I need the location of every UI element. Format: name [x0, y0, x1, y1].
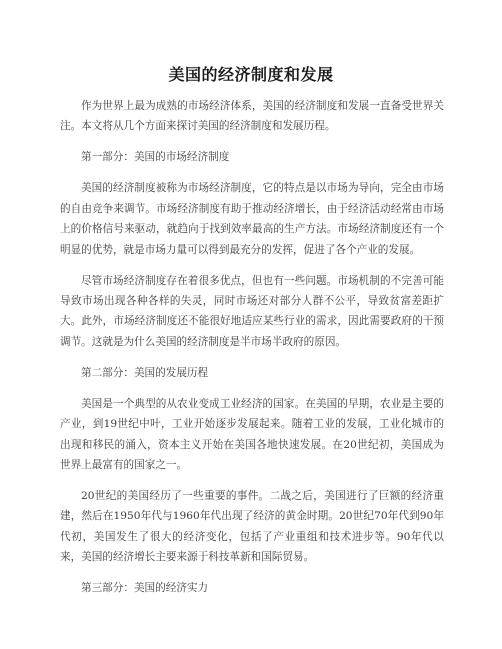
section-heading-3: 第三部分：美国的经济实力 [81, 582, 209, 595]
section-1-paragraph-1: 美国的经济制度被称为市场经济制度，它的特点是以市场为导向，完全由市场的自由竞争来调节。市场经济制度有助于推动经济增长，由于经济活动经常由市场上的价格信号来驱动，就趋向于找到效率最高的生产方法。市场经济制度还有一个明显的优势，就是市场力量可以得到最充分的发挥，促进了各个产业的发展。 [60, 182, 444, 256]
intro-paragraph: 作为世界上最为成熟的市场经济体系，美国的经济制度和发展一直备受世界关注。本文将从几个方面来探讨美国的经济制度和发展历程。 [60, 100, 444, 133]
section-heading-1: 第一部分：美国的市场经济制度 [81, 151, 230, 164]
section-1-paragraph-2: 尽管市场经济制度存在着很多优点，但也有一些问题。市场机制的不完善可能导致市场出现各种各样的失灵，同时市场还对部分人群不公平，导致贫富差距扩大。此外，市场经济制度还不能很好地适应某些行业的需求，因此需要政府的干预调节。这就是为什么美国的经济制度是半市场半政府的原因。 [60, 274, 444, 348]
section-heading-2: 第二部分：美国的发展历程 [81, 366, 209, 379]
section-2-paragraph-2: 20世纪的美国经历了一些重要的事件。二战之后，美国进行了巨额的经济重建，然后在1950年代与1960年代出现了经济的黄金时期。20世纪70年代到90年代初，美国发生了很大的经济变化，包括了产业重组和技术进步等。90年代以来，美国的经济增长主要来源于科技革新和国际贸易。 [60, 490, 444, 564]
document-body [60, 96, 444, 609]
page-title: 美国的经济制度和发展 [168, 65, 334, 84]
section-2-paragraph-1: 美国是一个典型的从农业变成工业经济的国家。在美国的早期，农业是主要的产业，到19世纪中叶，工业开始逐步发展起来。随着工业的发展，工业化城市的出现和移民的涌入，资本主义开始在美国各地快速发展。在20世纪初，美国成为世界上最富有的国家之一。 [60, 397, 444, 472]
